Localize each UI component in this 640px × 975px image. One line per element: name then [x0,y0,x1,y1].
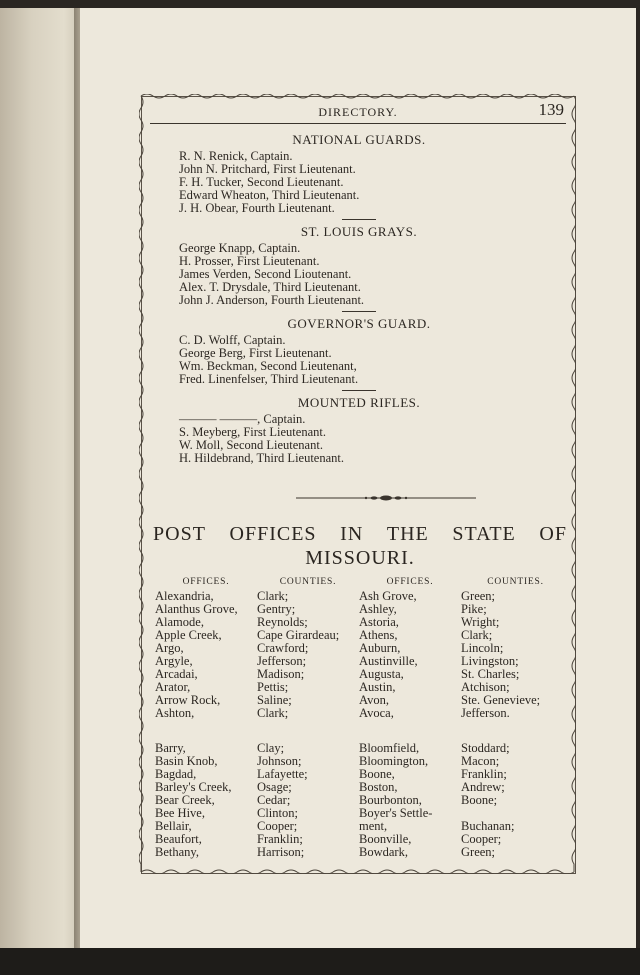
county-name: Jefferson; [257,654,307,668]
office-name: Arator, [155,680,191,694]
office-name: Boston, [359,780,398,794]
office-name: Barry, [155,741,186,755]
office-name: Bloomfield, [359,741,420,755]
county-name: Clark; [461,628,493,642]
post-office-group-a [155,590,570,720]
county-name: Clark; [257,589,289,603]
office-name: Bourbonton, [359,793,422,807]
office-name: Alanthus Grove, [155,602,238,616]
county-name: Osage; [257,780,292,794]
title-word: IN [340,523,364,545]
facing-page [0,8,80,948]
column-header-counties: COUNTIES. [279,577,337,587]
county-name: Macon; [461,754,500,768]
officer-entry: R. N. Renick, Captain. [179,149,293,163]
page-header [150,100,566,124]
section-title: GOVERNOR'S GUARD. [287,316,431,331]
county-name: Johnson; [257,754,302,768]
officer-entry: James Verden, Second Lioutenant. [179,267,352,281]
title-word: STATE [452,523,516,545]
office-name: Athens, [359,628,398,642]
officer-entry: H. Hildebrand, Third Lieutenant. [179,451,345,465]
office-name: Ashley, [359,602,397,616]
office-name: Ash Grove, [359,589,417,603]
scan-background [0,948,640,975]
county-name: Clark; [257,706,289,720]
county-name: Green; [461,589,496,603]
office-name: Argo, [155,641,184,655]
title-line-1 [153,522,567,546]
county-name: Madison; [257,667,305,681]
section-divider [342,390,376,391]
officer-entry: J. H. Obear, Fourth Lieutenant. [179,201,335,215]
office-name: Austinville, [359,654,418,668]
section-divider [342,311,376,312]
section-mounted-rifles [152,395,566,465]
county-name: Reynolds; [257,615,308,629]
office-name: Boyer's Settle- [359,806,433,820]
county-name: Cooper; [461,832,502,846]
officer-entry: Wm. Beckman, Second Lieutenant, [179,359,357,373]
officer-entry: Alex. T. Drysdale, Third Lieutenant. [179,280,361,294]
officer-entry: George Berg, First Lieutenant. [179,346,332,360]
county-name: Wright; [461,615,500,629]
county-name: Saline; [257,693,292,707]
officer-entry: S. Meyberg, First Lieutenant. [179,425,326,439]
office-name: Arcadai, [155,667,198,681]
county-name: Buchanan; [461,819,515,833]
section-governors-guard [152,316,566,386]
county-name: Harrison; [257,845,305,859]
officer-entry: C. D. Wolff, Captain. [179,333,286,347]
county-name: Pettis; [257,680,289,694]
running-head: DIRECTORY. [318,105,398,119]
county-name: Ste. Genevieve; [461,693,541,707]
county-name: Pike; [461,602,487,616]
militia-directory [152,128,566,465]
column-header-counties: COUNTIES. [487,577,544,587]
county-name: Andrew; [461,780,505,794]
title-word: THE [386,523,429,545]
page-number: 139 [538,100,564,119]
office-name: Astoria, [359,615,399,629]
office-name: Basin Knob, [155,754,218,768]
office-name: Bagdad, [155,767,197,781]
county-name: Gentry; [257,602,296,616]
county-name: Cedar; [257,793,291,807]
office-name: Austin, [359,680,396,694]
officer-entry: F. H. Tucker, Second Lieutenant. [179,175,344,189]
office-name: Boone, [359,767,395,781]
section-title: NATIONAL GUARDS. [292,132,426,147]
county-name: Cape Girardeau; [257,628,340,642]
post-office-group-b [155,742,570,859]
county-name: Lincoln; [461,641,504,655]
office-name: Alexandria, [155,589,214,603]
county-name: Franklin; [461,767,507,781]
county-name: Stoddard; [461,741,510,755]
group-spacer [155,720,570,742]
officer-entry: ——— ———, Captain. [179,412,306,426]
section-st-louis-grays [152,224,566,307]
county-name: Boone; [461,793,498,807]
county-name: Clay; [257,741,285,755]
office-name: Bear Creek, [155,793,215,807]
officer-entry: John J. Anderson, Fourth Lieutenant. [179,293,365,307]
officer-entry: W. Moll, Second Lieutenant. [179,438,323,452]
office-name: Barley's Creek, [155,780,232,794]
office-name: Bethany, [155,845,199,859]
section-title: ST. LOUIS GRAYS. [300,224,418,239]
office-name: Bee Hive, [155,806,205,820]
office-name: Bellair, [155,819,192,833]
section-national-guards [152,132,566,215]
officer-entry: George Knapp, Captain. [179,241,301,255]
title-line-2: MISSOURI. [305,547,415,569]
officer-entry: H. Prosser, First Lieutenant. [179,254,320,268]
section-title: MOUNTED RIFLES. [297,395,421,410]
column-header-offices: OFFICES. [182,577,230,587]
office-name: Apple Creek, [155,628,222,642]
county-name: Livingston; [461,654,519,668]
office-name: Bloomington, [359,754,429,768]
office-name: Alamode, [155,615,204,629]
office-name: Arrow Rock, [155,693,221,707]
county-name: St. Charles; [461,667,520,681]
office-name: Ashton, [155,706,195,720]
column-header-offices: OFFICES. [386,577,434,587]
office-name: Augusta, [359,667,404,681]
county-name: Cooper; [257,819,298,833]
officer-entry: Fred. Linenfelser, Third Lieutenant. [179,372,359,386]
county-name: Lafayette; [257,767,308,781]
post-office-table [155,577,570,859]
office-name: Bowdark, [359,845,408,859]
county-name: Crawford; [257,641,309,655]
county-name: Franklin; [257,832,303,846]
office-name: Avon, [359,693,389,707]
office-name: Beaufort, [155,832,202,846]
office-name: ment, [359,819,388,833]
officer-entry: Edward Wheaton, Third Lieutenant. [179,188,360,202]
county-name: Clinton; [257,806,298,820]
office-name: Avoca, [359,706,394,720]
ornamental-rule [296,494,476,502]
title-word: OFFICES [229,523,317,545]
county-name: Jefferson. [461,706,510,720]
office-name: Boonville, [359,832,412,846]
office-name: Auburn, [359,641,401,655]
title-word: OF [539,523,567,545]
county-name: Atchison; [461,680,510,694]
office-name: Argyle, [155,654,193,668]
post-offices-title [153,522,567,570]
title-word: POST [153,523,206,545]
section-divider [342,219,376,220]
column-headers [155,577,570,587]
county-name: Green; [461,845,496,859]
officer-entry: John N. Pritchard, First Lieutenant. [179,162,356,176]
